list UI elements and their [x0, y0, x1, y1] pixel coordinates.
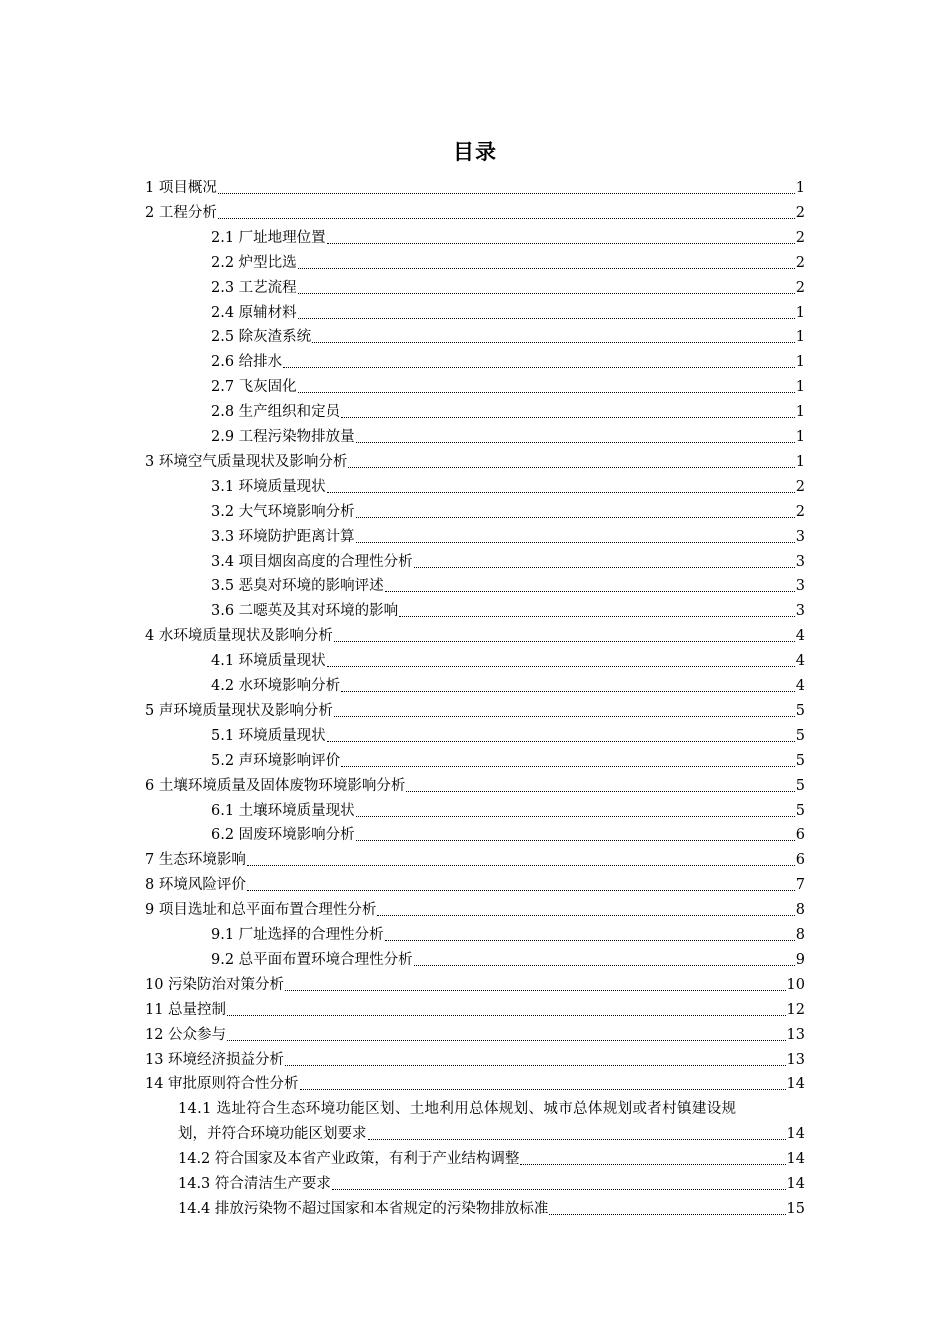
- toc-page-number: 3: [795, 553, 805, 570]
- toc-entry[interactable]: [211, 425, 805, 449]
- toc-entry-label: 12 公众参与: [145, 1026, 227, 1043]
- toc-entry[interactable]: [178, 1122, 805, 1146]
- toc-page-number: 14: [786, 1076, 805, 1093]
- dot-leader: [285, 1065, 785, 1066]
- toc-entry-label: 2.7 飞灰固化: [211, 379, 297, 396]
- toc-entry[interactable]: [211, 375, 805, 399]
- toc-entry[interactable]: [211, 749, 805, 773]
- toc-entry-label: 5.1 环境质量现状: [211, 727, 326, 744]
- toc-page-number: 15: [786, 1200, 805, 1217]
- dot-leader: [298, 318, 795, 319]
- toc-entry[interactable]: [145, 1072, 805, 1096]
- toc-page-number: 14: [786, 1176, 805, 1192]
- dot-leader: [247, 890, 795, 891]
- toc-entry-label: 11 总量控制: [145, 1001, 227, 1018]
- toc-entry-label: 2.4 原辅材料: [211, 304, 297, 321]
- toc-entry[interactable]: [178, 1197, 805, 1221]
- toc-entry-label: 1 项目概况: [145, 180, 217, 196]
- toc-entry[interactable]: [211, 948, 805, 972]
- toc-entry[interactable]: [145, 998, 805, 1022]
- toc-entry-label: 10 污染防治对策分析: [145, 976, 285, 993]
- toc-entry-label: 9.2 总平面布置环境合理性分析: [211, 951, 413, 968]
- toc-entry[interactable]: [145, 624, 805, 648]
- dot-leader: [247, 865, 795, 866]
- toc-entry-label: 2.8 生产组织和定员: [211, 404, 341, 421]
- toc-page-number: 1: [795, 429, 805, 445]
- dot-leader: [298, 293, 795, 294]
- toc-page-number: 9: [795, 951, 805, 968]
- toc-page-number: 6: [795, 852, 805, 869]
- dot-leader: [327, 741, 795, 742]
- toc-page-number: 1: [795, 354, 805, 371]
- dot-leader: [327, 492, 795, 493]
- toc-entry[interactable]: [211, 724, 805, 748]
- toc-entry[interactable]: [211, 823, 805, 847]
- toc-page-number: 14: [786, 1126, 805, 1143]
- toc-page-number: 8: [795, 902, 805, 919]
- toc-title: 目录: [453, 140, 497, 164]
- dot-leader: [341, 691, 795, 692]
- dot-leader: [312, 342, 795, 343]
- toc-page-number: 1: [795, 329, 805, 346]
- toc-page-number: 5: [795, 777, 805, 794]
- dot-leader: [385, 591, 795, 592]
- toc-page-number: 1: [795, 180, 805, 196]
- toc-entry[interactable]: [145, 201, 805, 225]
- toc-entry[interactable]: [211, 574, 805, 598]
- toc-page-number: 4: [795, 678, 805, 694]
- toc-entry-label: 6.2 固废环境影响分析: [211, 827, 355, 844]
- toc-entry-label: 14 审批原则符合性分析: [145, 1076, 299, 1093]
- toc-entry[interactable]: [211, 226, 805, 250]
- dot-leader: [356, 816, 795, 817]
- toc-entry-label: 14.3 符合清洁生产要求: [178, 1176, 331, 1192]
- toc-entry-label: 2.9 工程污染物排放量: [211, 429, 355, 445]
- toc-entry-label: 13 环境经济损益分析: [145, 1051, 285, 1068]
- toc-entry-label: 2.3 工艺流程: [211, 279, 297, 296]
- toc-entry-label: 5.2 声环境影响评价: [211, 752, 341, 769]
- toc-page-number: 5: [795, 727, 805, 744]
- dot-leader: [283, 367, 795, 368]
- toc-entry-label: 3.3 环境防护距离计算: [211, 528, 355, 545]
- toc-entry[interactable]: [211, 525, 805, 549]
- dot-leader: [298, 268, 795, 269]
- dot-leader: [356, 542, 795, 543]
- toc-page-number: 7: [795, 877, 805, 894]
- toc-entry[interactable]: [145, 848, 805, 872]
- toc-entry-label: 4.1 环境质量现状: [211, 653, 326, 670]
- toc-entry-label: 2.5 除灰渣系统: [211, 329, 312, 346]
- toc-page-number: 1: [795, 453, 805, 470]
- toc-entry[interactable]: [211, 325, 805, 349]
- toc-page-number: 2: [795, 279, 805, 296]
- toc-entry-label: 14.2 符合国家及本省产业政策，有利于产业结构调整: [178, 1151, 520, 1168]
- toc-entry[interactable]: [145, 873, 805, 897]
- toc-page-number: 1: [795, 304, 805, 321]
- toc-page-number: 4: [795, 653, 805, 670]
- toc-entry-label: 3.6 二噁英及其对环境的影响: [211, 603, 399, 620]
- toc-entry[interactable]: [145, 699, 805, 723]
- toc-entry-label: 5 声环境质量现状及影响分析: [145, 702, 333, 719]
- toc-entry[interactable]: [211, 251, 805, 275]
- toc-entry-label: 4.2 水环境影响分析: [211, 678, 341, 694]
- toc-entry-label: 2.1 厂址地理位置: [211, 229, 326, 246]
- dot-leader: [218, 218, 795, 219]
- toc-entry[interactable]: [211, 550, 805, 574]
- toc-page-number: 1: [795, 404, 805, 421]
- toc-entry-label: 4 水环境质量现状及影响分析: [145, 628, 333, 645]
- toc-entry[interactable]: [145, 898, 805, 922]
- toc-page-number: 13: [786, 1026, 805, 1043]
- toc-entry[interactable]: [211, 799, 805, 823]
- toc-page-number: 5: [795, 802, 805, 819]
- toc-entry-label: 9 项目选址和总平面布置合理性分析: [145, 902, 377, 919]
- toc-entry[interactable]: [211, 923, 805, 947]
- toc-entry-label: 7 生态环境影响: [145, 852, 246, 869]
- toc-page-number: 2: [795, 229, 805, 246]
- dot-leader: [377, 915, 794, 916]
- toc-entry[interactable]: [145, 176, 805, 200]
- toc-page-number: 3: [795, 578, 805, 595]
- toc-entry-label: 6 土壤环境质量及固体废物环境影响分析: [145, 777, 406, 794]
- toc-entry-label: 2 工程分析: [145, 204, 217, 221]
- toc-page-number: 1: [795, 379, 805, 396]
- toc-entry[interactable]: [145, 973, 805, 997]
- dot-leader: [227, 1040, 785, 1041]
- dot-leader: [368, 1139, 786, 1140]
- toc-page-number: 8: [795, 927, 805, 943]
- toc-entry-continuation: 划，并符合环境功能区划要求: [178, 1126, 367, 1143]
- dot-leader: [341, 766, 795, 767]
- dot-leader: [414, 965, 795, 966]
- dot-leader: [356, 517, 795, 518]
- dot-leader: [341, 417, 795, 418]
- toc-entry-label: 3 环境空气质量现状及影响分析: [145, 453, 348, 470]
- toc-page-number: 2: [795, 503, 805, 520]
- toc-entry[interactable]: [211, 674, 805, 698]
- dot-leader: [520, 1164, 785, 1165]
- dot-leader: [285, 990, 785, 991]
- toc-entry[interactable]: [211, 301, 805, 325]
- dot-leader: [298, 392, 795, 393]
- dot-leader: [414, 567, 795, 568]
- toc-page-number: 5: [795, 702, 805, 719]
- toc-entry-label: 2.2 炉型比选: [211, 254, 297, 271]
- toc-page-number: 3: [795, 528, 805, 545]
- toc-entry-label: 9.1 厂址选择的合理性分析: [211, 927, 384, 943]
- toc-entry[interactable]: [211, 500, 805, 524]
- toc-page-number: 12: [786, 1001, 805, 1018]
- dot-leader: [406, 791, 794, 792]
- toc-entry[interactable]: [211, 350, 805, 374]
- toc-page-number: 5: [795, 752, 805, 769]
- dot-leader: [356, 840, 795, 841]
- toc-entry[interactable]: [178, 1147, 805, 1171]
- toc-entry[interactable]: [145, 1023, 805, 1047]
- toc-entry[interactable]: [211, 400, 805, 424]
- toc-page-number: 2: [795, 478, 805, 495]
- dot-leader: [300, 1089, 786, 1090]
- toc-page-number: 14: [786, 1151, 805, 1168]
- toc-entry[interactable]: [211, 649, 805, 673]
- toc-entry[interactable]: [145, 774, 805, 798]
- dot-leader: [327, 243, 795, 244]
- dot-leader: [356, 442, 795, 443]
- toc-entry[interactable]: [145, 450, 805, 474]
- toc-entry[interactable]: [211, 599, 805, 623]
- dot-leader: [227, 1015, 785, 1016]
- dot-leader: [218, 193, 795, 194]
- toc-entry[interactable]: [211, 475, 805, 499]
- dot-leader: [549, 1214, 785, 1215]
- toc-entry[interactable]: [178, 1172, 805, 1196]
- toc-page-number: 4: [795, 628, 805, 645]
- toc-entry-label: 14.4 排放污染物不超过国家和本省规定的污染物排放标准: [178, 1200, 549, 1217]
- toc-entry-label: 3.5 恶臭对环境的影响评述: [211, 578, 384, 595]
- toc-entry-label: 8 环境风险评价: [145, 877, 246, 894]
- toc-page-number: 13: [786, 1051, 805, 1068]
- toc-entry-label: 14.1 选址符合生态环境功能区划、土地利用总体规划、城市总体规划或者村镇建设规: [178, 1101, 737, 1118]
- toc-entry-label: 3.2 大气环境影响分析: [211, 503, 355, 520]
- dot-leader: [332, 1189, 786, 1190]
- dot-leader: [348, 467, 794, 468]
- toc-entry[interactable]: [211, 276, 805, 300]
- toc-page-number: 3: [795, 603, 805, 620]
- toc-page-number: 6: [795, 827, 805, 844]
- toc-entry-label: 6.1 土壤环境质量现状: [211, 802, 355, 819]
- dot-leader: [399, 616, 795, 617]
- dot-leader: [334, 641, 795, 642]
- dot-leader: [334, 716, 795, 717]
- toc-page-number: 2: [795, 254, 805, 271]
- dot-leader: [327, 666, 795, 667]
- dot-leader: [385, 940, 795, 941]
- toc-entry-label: 3.1 环境质量现状: [211, 478, 326, 495]
- toc-page-number: 2: [795, 204, 805, 221]
- toc-entry[interactable]: [145, 1048, 805, 1072]
- toc-page-number: 10: [786, 976, 805, 993]
- toc-entry-label: 3.4 项目烟囱高度的合理性分析: [211, 553, 413, 570]
- toc-entry-label: 2.6 给排水: [211, 354, 283, 371]
